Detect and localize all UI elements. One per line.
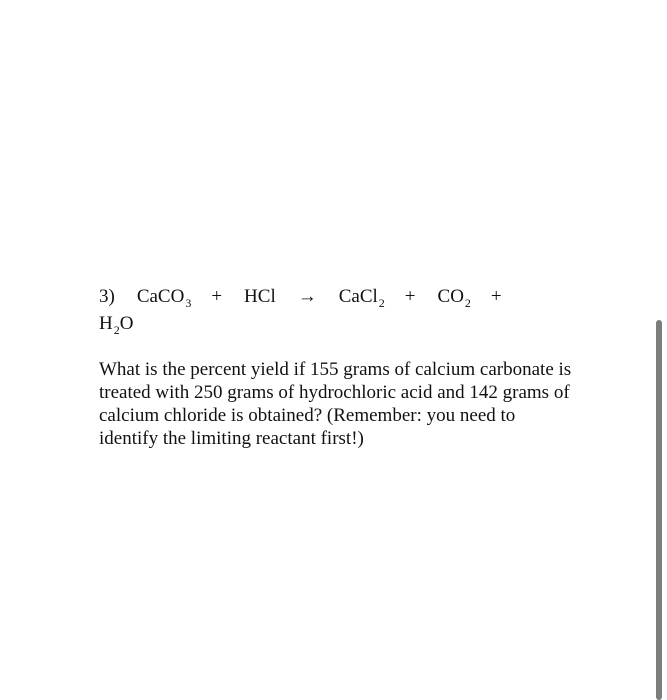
plus-sign: + [404, 286, 416, 307]
product-calcium-chloride: CaCl$_2$ [338, 286, 385, 310]
product-water: $H_2O$ [99, 313, 134, 337]
reaction-arrow: → [297, 286, 317, 307]
question-text: What is the percent yield if 155 grams of calcium carbonate is treated with 250 grams of hydrochloric acid and 142 grams of calcium chloride is obtained? (Remember: you need to identify the limiting reactant first!) [99, 359, 572, 449]
reactant-calcium-carbonate: CaCO$_3$ [136, 286, 192, 310]
plus-sign: + [211, 286, 223, 307]
plus-sign: + [490, 286, 502, 307]
vertical-scrollbar[interactable] [656, 320, 662, 700]
equation-line-2 [99, 310, 502, 337]
reactant-hydrochloric-acid: HCl [244, 286, 276, 307]
equation-line-1 [99, 283, 502, 310]
product-carbon-dioxide: $CO_2$ [437, 286, 471, 310]
chemical-equation [99, 283, 502, 337]
problem-number: 3) [99, 286, 115, 307]
